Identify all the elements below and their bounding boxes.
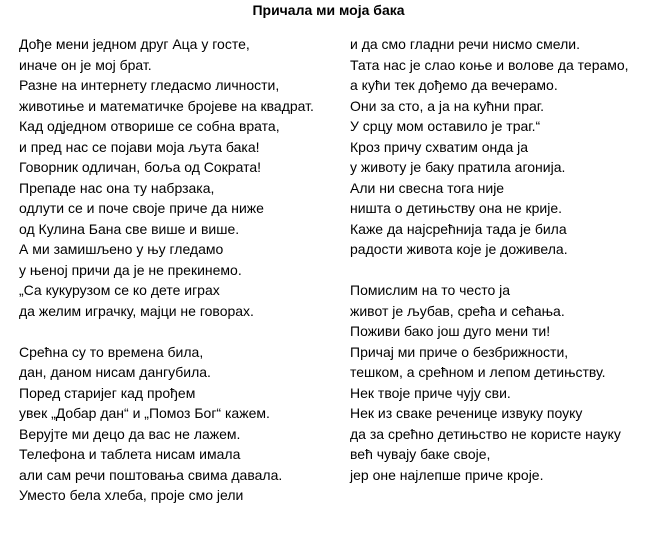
poem-line: увек „Добар дан“ и „Помоз Бог“ кажем. <box>19 405 270 421</box>
poem-line: Срећна су то времена била, <box>19 343 204 360</box>
poem-line: животиње и математичке бројеве на квадрат. <box>19 97 314 114</box>
poem-line: Причај ми приче о безбрижности, <box>350 343 569 360</box>
poem-line: у њеној причи да је не прекинемо. <box>19 261 242 278</box>
poem-line: Телефона и таблета нисам имала <box>19 446 241 462</box>
poem-line: да за срећно детињство не користе науку <box>350 425 621 442</box>
poem-line: Говорник одличан, боља од Сократа! <box>19 159 261 175</box>
poem-line: од Кулина Бана све више и више. <box>19 220 240 237</box>
poem-right-column <box>350 34 650 485</box>
poem-line: Кроз причу схватим онда ја <box>350 138 529 155</box>
poem-line: али сам речи поштовања свима давала. <box>19 466 283 483</box>
poem-line: Кад одједном отворише се собна врата, <box>19 118 280 134</box>
stanza-break <box>19 321 329 342</box>
poem-line: тешком, а срећном и лепом детињству. <box>350 364 606 380</box>
poem-line: Поживи бако још дуго мени ти! <box>350 323 551 339</box>
poem-line: иначе он је мој брат. <box>19 56 152 73</box>
poem-line: Они за сто, а ја на кућни праг. <box>350 97 545 114</box>
poem-line: ништа о детињству она не крије. <box>350 200 563 216</box>
poem-line: У срцу мом оставило је траг.“ <box>350 118 541 134</box>
poem-line: дан, даном нисам дангубила. <box>19 364 211 380</box>
poem-line: а кући тек дођемо да вечерамо. <box>350 77 558 93</box>
poem-line: Тата нас је слао коње и волове да терамо, <box>350 56 629 73</box>
poem-line: Поред старијег кад прођем <box>19 384 196 401</box>
poem-line: и да смо гладни речи нисмо смели. <box>350 36 581 52</box>
poem-line: већ чувају баке своје, <box>350 446 491 462</box>
poem-line: живот је љубав, срећа и сећања. <box>350 302 565 319</box>
poem-line: Дође мени једном друг Аца у госте, <box>19 36 250 52</box>
poem-line: Нек твоје приче чују сви. <box>350 384 511 401</box>
poem-line: одлути се и поче своје приче да ниже <box>19 200 264 216</box>
poem-line: да желим играчку, мајци не говорах. <box>19 302 254 319</box>
poem-line: А ми замишљено у њу гледамо <box>19 241 224 257</box>
poem-line: Уместо бела хлеба, проје смо јели <box>19 487 244 503</box>
poem-line: Нек из сваке реченице извуку поуку <box>350 405 583 421</box>
poem-line: Каже да најсрећнија тада је била <box>350 220 567 237</box>
page-title: Причала ми моја бака <box>252 2 405 18</box>
poem-line: Али ни свесна тога није <box>350 179 505 196</box>
poem-line: Препаде нас она ту набрзака, <box>19 179 215 196</box>
poem-line: Помислим на то често ја <box>350 282 511 298</box>
poem-line: и пред нас се појави моја љута бака! <box>19 138 260 155</box>
poem-line: „Са кукурузом се ко дете играх <box>19 282 220 298</box>
stanza-break <box>350 260 650 281</box>
poem-line: Разне на интернету гледасмо личности, <box>19 77 280 93</box>
poem-left-column <box>19 34 329 506</box>
poem-line: јер оне најлепше приче кроје. <box>350 466 544 483</box>
poem-line: у животу је баку пратила агонија. <box>350 159 566 175</box>
poem-line: радости живота које је доживела. <box>350 241 568 257</box>
poem-line: Верујте ми децо да вас не лажем. <box>19 425 241 442</box>
